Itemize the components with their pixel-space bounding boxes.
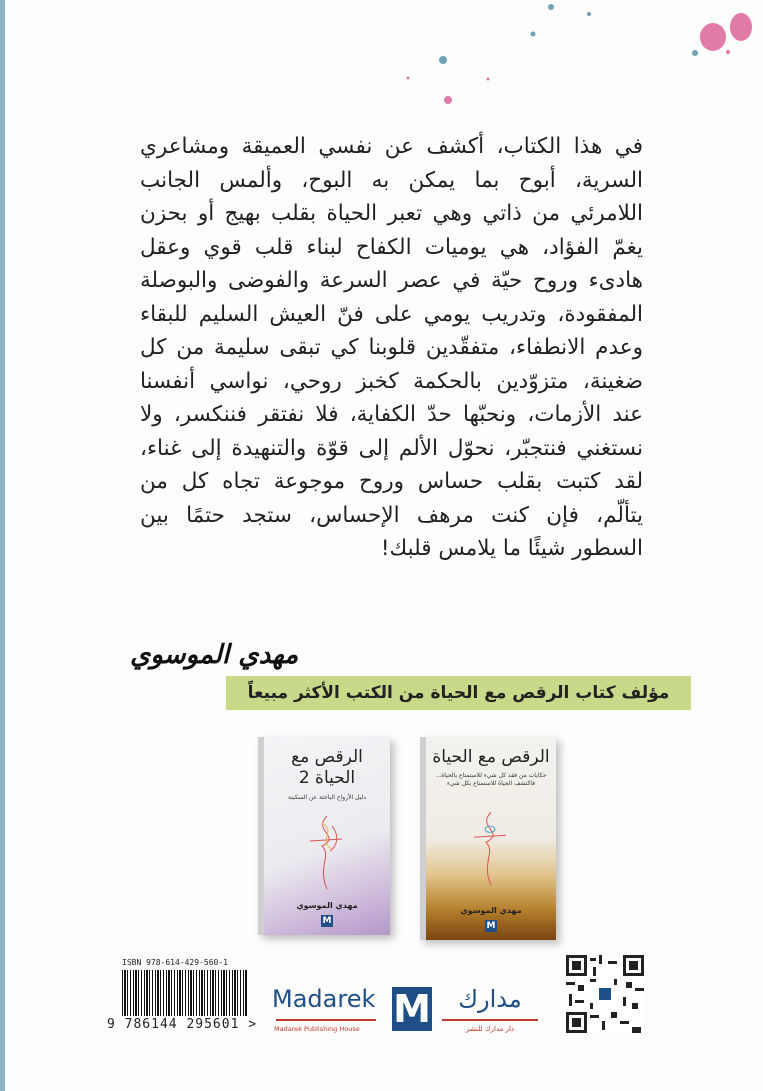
publisher-name-ar: مدارك [458,985,522,1013]
blurb-line: المفقودة، وتدريب يومي على فنّ العيش السليم للبقاء [140,301,643,327]
isbn-text: ISBN 978-614-429-560-1 [122,958,228,967]
dancer-illustration [302,805,352,897]
blurb-line: هادىء وروح حيّة في عصر السرعة والفوضى والبوصلة [140,268,643,293]
book-cover-dancing-with-life-2 [258,737,390,935]
publisher-subtitle-ar: دار مدارك للنشر [465,1025,515,1033]
blurb-line: في هذا الكتاب، أكشف عن نفسي العميقة ومشاعري [140,134,643,159]
blurb-line: وعدم الانطفاء، متفقّدين قلوبنا كي تبقى سليمة من كل [140,335,643,360]
author-signature: مهدي الموسوي [130,640,299,670]
cover-edge-stripe [0,0,5,1091]
book-author: مهدي الموسوي [296,901,358,911]
book-subtitle: دليل الأرواح الباحثة عن السكينة [288,793,366,801]
paint-splash-decoration [383,0,763,110]
blurb-line: يتألّم، فإن كنت مرهف الإحساس، ستجد حتمًا بين [140,502,643,528]
back-cover-blurb [140,130,643,566]
qr-code-icon [566,955,644,1033]
book-title: الرقص مع الحياة [432,747,550,767]
blurb-line: اللامرئي من ذاتي وهي تعبر الحياة بقلب بهيج أو بحزن [140,201,643,226]
book-title: الرقص مع الحياة 2 [291,747,363,789]
publisher-logo-mark: M [393,987,431,1031]
blurb-line: لقد كتبت بقلب حساس وروح موجوعة تجاه كل من [140,469,643,494]
publisher-name-en: Madarek [272,985,376,1013]
blurb-line: ضغينة، متزوّدين بالحكمة كخبز روحي، نواسي أنفسنا [140,368,643,394]
barcode-number: 9 786144 295601 > [107,1017,258,1032]
barcode-icon [122,970,247,1016]
blurb-line: نستغني فنتجبّر، نحوّل الألم إلى قوّة والتنهيدة إلى غناء، [140,435,643,461]
blurb-line: السطور شيئًا ما يلامس قلبك! [380,536,643,561]
book-subtitle: حكايات من فقد كل شيء للاستمتاع بالحياة... فاكتشف الحياة للاستمتاع بكل شيء [435,772,547,788]
logo-rule [276,1019,376,1021]
publisher-subtitle-en: Madarek Publishing House [274,1025,360,1033]
blurb-line: عند الأزمات، ونحبّها حدّ الكفاية، فلا نفتقر فننكسر، ولا [140,402,643,427]
bestseller-banner: مؤلف كتاب الرقص مع الحياة من الكتب الأكثر مبيعاً [226,676,691,710]
dancer-illustration [466,792,516,903]
book-author: مهدي الموسوي [460,906,522,916]
blurb-line: السرية، أبوح بما يمكن به البوح، وألمس الجانب [140,167,643,193]
book-cover-dancing-with-life [420,737,556,940]
logo-rule [442,1019,538,1021]
publisher-logo-small: M [486,921,496,931]
blurb-line: يغمّ الفؤاد، هي يوميات الكفاح لبناء قلب قوي وعقل [140,234,643,260]
publisher-logo-small: M [322,916,332,926]
